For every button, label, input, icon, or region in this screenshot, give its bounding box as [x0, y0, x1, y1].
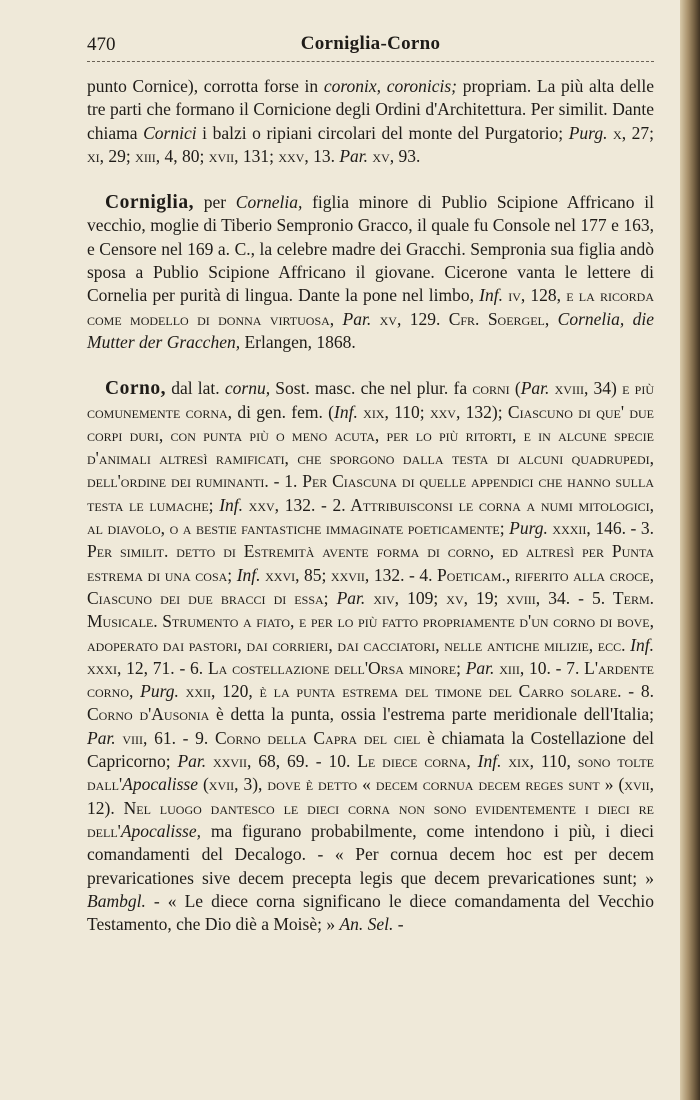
- running-title: Corniglia-Corno: [300, 33, 441, 54]
- page-header: [87, 30, 654, 60]
- header-rule: [87, 61, 654, 62]
- entry-corniglia: Corniglia, per Cornelia, figlia minore di Publio Scipione Affricano il vecchio, moglie di Tiberio Sempronio Gracco, il quale fu Console nel 177 e 163, e Censore nel 169 a. C., la celebre madre dei Gracchi. Sempronia sua figlia andò sposa a Publio Scipione Affricano il giovane. Cicerone vanta le lettere di Cornelia per purità di lingua. Dante la pone nel limbo, Inf. iv, 128, e la ricorda come modello di donna virtuosa, Par. xv, 129. Cfr. Soergel, Cornelia, die Mutter der Gracchen, Erlangen, 1868.: [87, 192, 654, 352]
- headword-corno: Corno,: [105, 378, 166, 400]
- page-number: 470: [87, 34, 116, 55]
- page-body: [87, 75, 654, 936]
- headword-corniglia: Corniglia,: [105, 192, 194, 214]
- paragraph-cornice-continuation: punto Cornice), corrotta forse in coronix, coronicis; propriam. La più alta delle tre parti che formano il Cornicione degli Ordini d'Architettura. Per similit. Dante chiama Cornici i balzi o ripiani circolari del monte del Purgatorio; Purg. x, 27; xi, 29; xiii, 4, 80; xvii, 131; xxv, 13. Par. xv, 93.: [87, 76, 654, 166]
- page-edge-shadow: [680, 0, 700, 1100]
- entry-corno: Corno, dal lat. cornu, Sost. masc. che nel plur. fa corni (Par. xviii, 34) e più comunemente corna, di gen. fem. (Inf. xix, 110; xxv, 132); Ciascuno di que' due corpi duri, con punta più o meno acuta, per lo più ritorti, e in alcune specie d'animali altresì ramificati, che sporgono dalla testa di alcuni quadrupedi, dell'ordine dei ruminanti. - 1. Per Ciascuna di quelle appendici che hanno sulla testa le lumache; Inf. xxv, 132. - 2. Attribuisconsi le corna a numi mitologici, al diavolo, o a bestie fantastiche immaginate poeticamente; Purg. xxxii, 146. - 3. Per similit. detto di Estremità avente forma di corno, ed altresì per Punta estrema di una cosa; Inf. xxvi, 85; xxvii, 132. - 4. Poeticam., riferito alla croce, Ciascuno dei due bracci di essa; Par. xiv, 109; xv, 19; xviii, 34. - 5. Term. Musicale. Strumento a fiato, e per lo più fatto propriamente d'un corno di bove, adoperato dai pastori, dai corrieri, dai cacciatori, nelle antiche milizie, ecc. Inf. xxxi, 12, 71. - 6. La costellazione dell'Orsa minore; Par. xiii, 10. - 7. L'ardente corno, Purg. xxii, 120, è la punta estrema del timone del Carro solare. - 8. Corno d'Ausonia è detta la punta, ossia l'estrema parte meridionale dell'Italia; Par. viii, 61. - 9. Corno della Capra del ciel è chiamata la Costellazione del Capricorno; Par. xxvii, 68, 69. - 10. Le diece corna, Inf. xix, 110, sono tolte dall'Apocalisse (xvii, 3), dove è detto « decem cornua decem reges sunt » (xvii, 12). Nel luogo dantesco le dieci corna non sono evidentemente i dieci re dell'Apocalisse, ma figurano probabilmente, come intendono i più, i dieci comandamenti del Decalogo. - « Per cornua decem hoc est per decem prevaricationes sive decem precepta legis que decem prevaricationes sunt; » Bambgl. - « Le diece corna significano le diece comandamenta del Vecchio Testamento, che Dio diè a Moisè; » An. Sel. -: [87, 378, 655, 935]
